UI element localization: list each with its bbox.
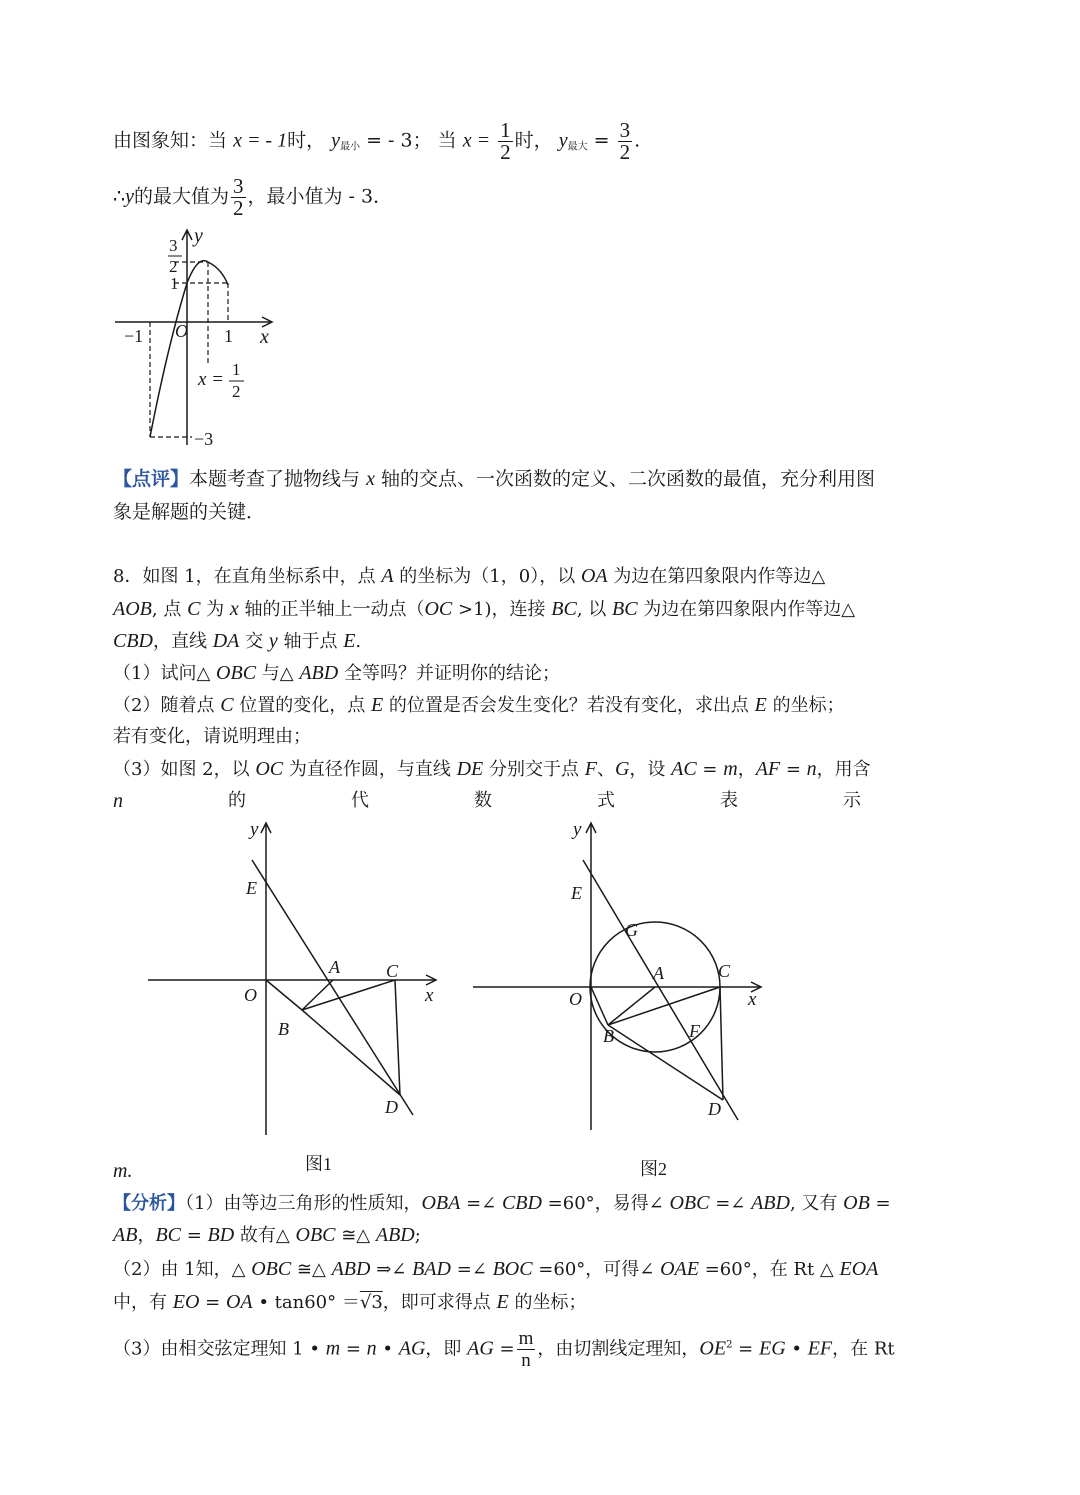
- tick-label: 1: [170, 274, 179, 293]
- math: BC: [551, 598, 577, 620]
- numerator: 3: [233, 174, 244, 198]
- text: 8．如图 1，在直角坐标系中，点: [113, 566, 382, 587]
- text: 若有变化，请说明理由；: [113, 726, 311, 747]
- math: AC: [671, 758, 697, 780]
- text: =∠: [450, 1259, 493, 1280]
- fraction-num: 1: [232, 360, 241, 379]
- text: 交: [239, 631, 269, 652]
- tick-label: 2: [169, 257, 178, 276]
- math: DE: [456, 758, 484, 780]
- text: 轴的正半轴上一动点（: [238, 599, 425, 620]
- text: 、: [596, 759, 615, 780]
- fig2-segment-BD: [608, 1025, 723, 1100]
- text: 全等吗？并证明你的结论；: [338, 663, 560, 684]
- question-1: [113, 660, 560, 687]
- text: =: [587, 129, 610, 152]
- analysis-line-2: [113, 1222, 421, 1249]
- math: OAE: [660, 1258, 699, 1280]
- text: 的坐标；: [508, 1292, 587, 1313]
- text: 的坐标；: [766, 695, 845, 716]
- analysis-line-3: [113, 1256, 878, 1283]
- math: BAD: [412, 1258, 451, 1280]
- text: ，由切割线定理知，: [537, 1338, 700, 1360]
- denominator: 2: [619, 140, 631, 164]
- fig2-label-O: O: [569, 989, 582, 1009]
- analysis-line-1: [113, 1190, 891, 1217]
- subscript: 最大: [567, 141, 588, 153]
- math: OA: [580, 565, 608, 587]
- therefore-symbol: ∴: [113, 185, 126, 208]
- math: n: [366, 1337, 377, 1360]
- text: 故有△: [234, 1225, 296, 1246]
- text: （2）由 1知，△: [113, 1259, 252, 1280]
- text: 中，有: [113, 1292, 173, 1313]
- math: CBD: [113, 630, 153, 652]
- text: ，: [737, 759, 756, 780]
- math: E: [496, 1291, 509, 1313]
- fig2-label-x: x: [748, 989, 757, 1010]
- numerator: m: [518, 1328, 534, 1349]
- text: =: [696, 759, 724, 780]
- text: 为边在第四象限内作等边△: [637, 599, 856, 620]
- text: • tan60° ＝: [252, 1292, 360, 1313]
- analysis-line-5: [113, 1328, 895, 1371]
- math: EOA: [839, 1258, 879, 1280]
- question-3-cont: [113, 788, 861, 814]
- math: OE: [699, 1337, 727, 1360]
- math: BOC: [492, 1258, 533, 1280]
- text: 式: [597, 790, 615, 811]
- math: m: [325, 1337, 341, 1360]
- fraction: [618, 120, 633, 163]
- math: G: [614, 758, 630, 780]
- fig2-segment-CD: [720, 987, 723, 1100]
- math: AOB: [113, 598, 152, 620]
- problem-line-1: [113, 563, 825, 590]
- math: y: [268, 630, 278, 652]
- fig1-segment-BC: [302, 980, 395, 1010]
- math: AF: [755, 758, 781, 780]
- text: = - 3；: [360, 129, 432, 152]
- tick-label: −1: [124, 326, 144, 346]
- math: OC: [255, 758, 284, 780]
- math: E: [754, 694, 767, 716]
- axis-label: y: [194, 225, 203, 247]
- fig1-caption: 图1: [305, 1154, 332, 1174]
- math: OBC: [295, 1224, 336, 1246]
- math: x: [366, 468, 375, 490]
- text: =60°，易得∠: [541, 1193, 670, 1214]
- text: 与△: [256, 663, 300, 684]
- fig1-label-A: A: [329, 957, 340, 977]
- tick-label: −3: [194, 429, 214, 449]
- math: ABD: [299, 662, 339, 684]
- text: , 以: [576, 599, 613, 620]
- text: >1)，连接: [452, 599, 552, 620]
- denominator: n: [521, 1350, 531, 1371]
- text: 分别交于点: [483, 759, 585, 780]
- fig2-label-F: F: [689, 1021, 700, 1041]
- math: OBC: [216, 662, 257, 684]
- fig2-caption: 图2: [640, 1159, 667, 1179]
- math: OBC: [251, 1258, 292, 1280]
- text: =: [181, 1225, 208, 1246]
- text: 位置的变化，点: [233, 695, 371, 716]
- math: BC: [612, 598, 638, 620]
- math: DA: [212, 630, 240, 652]
- text: 轴的交点、一次函数的定义、二次函数的最值，充分利用图: [381, 468, 876, 490]
- fig1-label-D: D: [385, 1097, 398, 1117]
- text: （1）由等边三角形的性质知，: [185, 1193, 422, 1214]
- math: x =: [462, 129, 491, 152]
- text: =: [493, 1338, 515, 1360]
- denominator: 2: [500, 140, 511, 164]
- math: m: [723, 758, 738, 780]
- text: 时，: [514, 129, 553, 152]
- axis-label: x: [260, 326, 269, 348]
- text: 表: [720, 790, 738, 811]
- fraction: [498, 120, 513, 163]
- text: 由图象知：当: [113, 129, 228, 152]
- fig2-label-y: y: [573, 819, 582, 840]
- sqrt: √3: [359, 1292, 383, 1313]
- text: 时，: [287, 129, 326, 152]
- fig2-label-B: B: [603, 1026, 614, 1046]
- fraction: [231, 176, 246, 219]
- comment-line-1: [113, 466, 875, 492]
- text: ≅△: [291, 1259, 332, 1280]
- denominator: 2: [233, 196, 244, 220]
- text: 象是解题的关键．: [113, 501, 266, 523]
- math: OB: [843, 1192, 870, 1214]
- fig1-label-y: y: [250, 819, 259, 840]
- math: AG: [467, 1337, 494, 1360]
- text: ⇒∠: [370, 1259, 413, 1280]
- text: 为: [200, 599, 230, 620]
- text: ，最小值为 - 3．: [247, 185, 393, 208]
- fig2-label-C: C: [718, 961, 731, 981]
- fig2-label-G: G: [625, 920, 638, 940]
- fig2-segment-BA: [608, 987, 655, 1025]
- math: x = - 1: [233, 129, 288, 152]
- problem-line-3: [113, 628, 361, 655]
- math: AG: [398, 1337, 426, 1360]
- parabola-curve: [150, 261, 228, 437]
- conclusion-line: [113, 176, 392, 219]
- math: CBD: [501, 1192, 542, 1214]
- math: y: [558, 129, 568, 152]
- question-3: [113, 756, 871, 783]
- text: 本题考查了抛物线与: [189, 468, 361, 490]
- math: ABD: [751, 1192, 790, 1214]
- math: EF: [807, 1337, 833, 1360]
- text: 的最大值为: [133, 185, 229, 208]
- text: 代: [351, 790, 369, 811]
- math: n: [806, 758, 817, 780]
- extremum-line: [113, 120, 640, 163]
- problem-line-2: [113, 596, 855, 623]
- text: .: [355, 631, 362, 652]
- math: m.: [113, 1160, 133, 1182]
- fig2-label-A: A: [653, 963, 664, 983]
- text: •: [785, 1338, 808, 1360]
- text: ，即: [425, 1338, 468, 1360]
- fig1-label-x: x: [425, 985, 434, 1006]
- x-equals-label: x =: [198, 369, 225, 390]
- text: ，直线: [153, 631, 213, 652]
- text: •: [376, 1338, 399, 1360]
- text: =∠: [709, 1193, 752, 1214]
- fig2-label-E: E: [571, 883, 582, 903]
- math: BC: [155, 1224, 181, 1246]
- text: ，设: [629, 759, 672, 780]
- math: C: [187, 598, 201, 620]
- text: , 点: [151, 599, 188, 620]
- text: =: [780, 759, 807, 780]
- origin-label: O: [175, 321, 188, 341]
- fig1-segment-BD: [302, 1010, 400, 1095]
- superscript: 2: [726, 1339, 733, 1351]
- text: ;: [414, 1225, 421, 1246]
- fig1-label-O: O: [244, 985, 257, 1005]
- text: 为直径作圆，与直线: [283, 759, 457, 780]
- figure-2: [465, 815, 775, 1185]
- text: ≅△: [335, 1225, 376, 1246]
- fig2-line-DE: [583, 860, 738, 1120]
- tick-label: 1: [224, 326, 233, 346]
- parabola-graph: [110, 225, 290, 460]
- comment-tag: 【点评】: [113, 468, 190, 490]
- math: E: [343, 630, 356, 652]
- text: 轴于点: [277, 631, 344, 652]
- question-3-end: [113, 1158, 132, 1185]
- fig1-label-C: C: [386, 961, 399, 981]
- fig1-label-B: B: [278, 1019, 289, 1039]
- text: ，即可求得点: [382, 1292, 497, 1313]
- text: =: [340, 1338, 367, 1360]
- math: ABD: [375, 1224, 415, 1246]
- text: ，: [137, 1225, 156, 1246]
- math: OBC: [669, 1192, 710, 1214]
- figure-1: [140, 815, 450, 1185]
- math: y: [331, 129, 341, 152]
- math: n: [113, 790, 123, 812]
- tick-label: 3: [169, 236, 178, 255]
- text: 数: [474, 790, 492, 811]
- fig2-label-D: D: [708, 1099, 721, 1119]
- math: E: [370, 694, 384, 716]
- math: EG: [758, 1337, 786, 1360]
- math: A: [381, 565, 394, 587]
- text: 的: [228, 790, 246, 811]
- fig2-segment-BC: [608, 987, 720, 1025]
- comment-line-2: [113, 499, 265, 525]
- math: AB: [113, 1224, 138, 1246]
- fig1-label-E: E: [246, 878, 257, 898]
- math: OA: [225, 1291, 253, 1313]
- subscript: 最小: [340, 141, 361, 153]
- text: 的坐标为（1，0），以: [393, 566, 581, 587]
- text: 的位置是否会发生变化？若没有变化，求出点: [383, 695, 755, 716]
- fig1-segment-OB: [266, 980, 302, 1010]
- text: （3）如图 2，以: [113, 759, 256, 780]
- text: 为边在第四象限内作等边△: [607, 566, 826, 587]
- text: 当: [437, 129, 457, 152]
- analysis-tag: 【分析】: [113, 1193, 185, 1214]
- question-2b: [113, 724, 311, 750]
- text: , 又有: [789, 1193, 844, 1214]
- text: ，用含: [816, 759, 871, 780]
- math: EO: [172, 1291, 200, 1313]
- fraction-den: 2: [232, 382, 241, 401]
- math: ABD: [331, 1258, 371, 1280]
- math: OBA: [421, 1192, 461, 1214]
- question-2a: [113, 692, 845, 719]
- math: BD: [207, 1224, 235, 1246]
- text: =60°，可得∠: [532, 1259, 661, 1280]
- fig1-segment-CD: [395, 980, 400, 1095]
- text: =60°，在 Rt △: [698, 1259, 840, 1280]
- math: F: [584, 758, 597, 780]
- text: =: [199, 1292, 226, 1313]
- text: =: [869, 1193, 891, 1214]
- math: y: [125, 185, 134, 208]
- math: OC: [424, 598, 453, 620]
- text: 示: [843, 790, 861, 811]
- text: （2）随着点: [113, 695, 221, 716]
- numerator: 1: [500, 118, 511, 142]
- text: （3）由相交弦定理知 1 •: [113, 1338, 326, 1360]
- math: C: [220, 694, 234, 716]
- text: ，在 Rt: [832, 1338, 895, 1360]
- math: x: [229, 598, 239, 620]
- text: （1）试问△: [113, 663, 217, 684]
- fraction: [517, 1328, 536, 1371]
- text: =∠: [460, 1193, 502, 1214]
- numerator: 3: [619, 118, 631, 142]
- text: .: [634, 129, 641, 152]
- analysis-line-4: [113, 1289, 586, 1316]
- text: =: [732, 1338, 759, 1360]
